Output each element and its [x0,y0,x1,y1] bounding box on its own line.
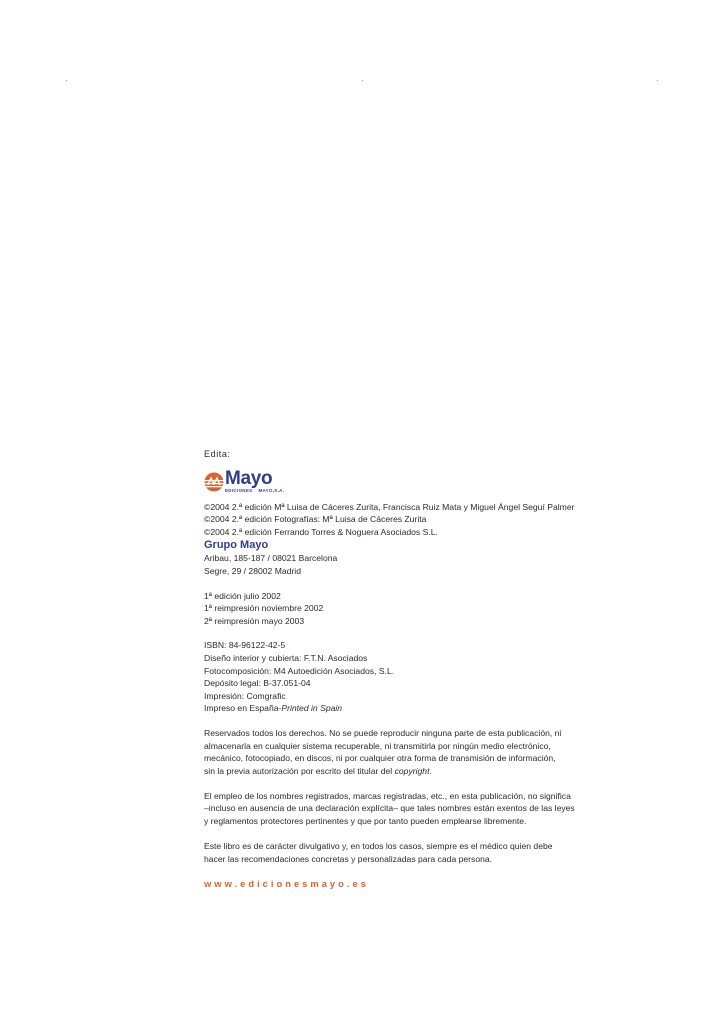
trademark-line: El empleo de los nombres registrados, marcas registradas, etc., en esta publicación, no significa [204,790,571,801]
rights-line: almacenarla en cualquier sistema recuperable, ni transmitirla por ningún medio electrónico, [204,740,551,751]
publisher-logo [204,467,614,496]
sun-logo-icon [204,472,224,492]
rights-line-4-suffix: . [429,765,432,776]
legal-deposit: Depósito legal: B-37.051-04 [204,678,311,689]
copyright-line: ©2004 2.ª edición Ferrando Torres & Noguera Asociados S.L. [204,526,438,537]
logo-subtitle [225,488,284,494]
website-link[interactable]: www.edicionesmayo.es [204,878,369,890]
rights-notice [204,727,614,777]
logo-wordmark: Mayo [225,467,273,489]
design-credit: Diseño interior y cubierta: F.T.N. Asociados [204,652,368,663]
rights-line [204,765,614,778]
disclaimer-line: Este libro es de carácter divulgativo y, en todos los casos, siempre es el médico quien debe [204,841,553,852]
crop-mark-right [657,80,658,81]
rights-line-4-prefix: sin la previa autorización por escrito del titular del [204,765,395,776]
edita-label: Edita: [204,449,231,459]
address-madrid: Segre, 29 / 28002 Madrid [204,565,301,576]
trademark-line: –incluso en ausencia de una declaración explícita– que tales nombres están exentos de las leyes [204,803,575,814]
printed-in [204,702,614,715]
colophon [204,448,614,891]
isbn: ISBN: 84-96122-42-5 [204,640,286,651]
edition-line: 1ª edición julio 2002 [204,590,281,601]
copyright-line: ©2004 2.ª edición Fotografías: Mª Luisa de Cáceres Zurita [204,514,427,525]
disclaimer-notice [204,840,614,865]
printing-credit: Impresión: Comgrafic [204,690,286,701]
printed-in-prefix: Impreso en España- [204,703,282,714]
edition-line: 1ª reimpresión noviembre 2002 [204,603,324,614]
crop-mark-left [66,80,67,81]
typesetting-credit: Fotocomposición: M4 Autoedición Asociados, S.L. [204,665,395,676]
rights-line: mecánico, fotocopiado, en discos, ni por cualquier otra forma de transmisión de información, [204,753,556,764]
rights-line: Reservados todos los derechos. No se puede reproducir ninguna parte de esta publicación, ni [204,727,562,738]
printed-in-italic: Printed in Spain [281,703,343,714]
copyright-line: ©2004 2.ª edición Mª Luisa de Cáceres Zurita, Francisca Ruiz Mata y Miguel Ángel Seguí Palmer [204,501,575,512]
publisher-name: Grupo Mayo [204,539,269,552]
logo-subtitle-right: MAYO,S.A. [258,487,285,493]
crop-mark-center [362,80,363,81]
edition-line: 2ª reimpresión mayo 2003 [204,615,305,626]
logo-subtitle-left: EDICIONES [225,487,253,493]
trademark-line: y reglamentos protectores pertinentes y que por tanto pueden emplearse libremente. [204,816,527,827]
address-barcelona: Aribau, 185-187 / 08021 Barcelona [204,553,338,564]
copyright-word: copyright [394,765,430,776]
trademark-notice [204,790,614,828]
disclaimer-line: hacer las recomendaciones concretas y personalizadas para cada persona. [204,853,493,864]
